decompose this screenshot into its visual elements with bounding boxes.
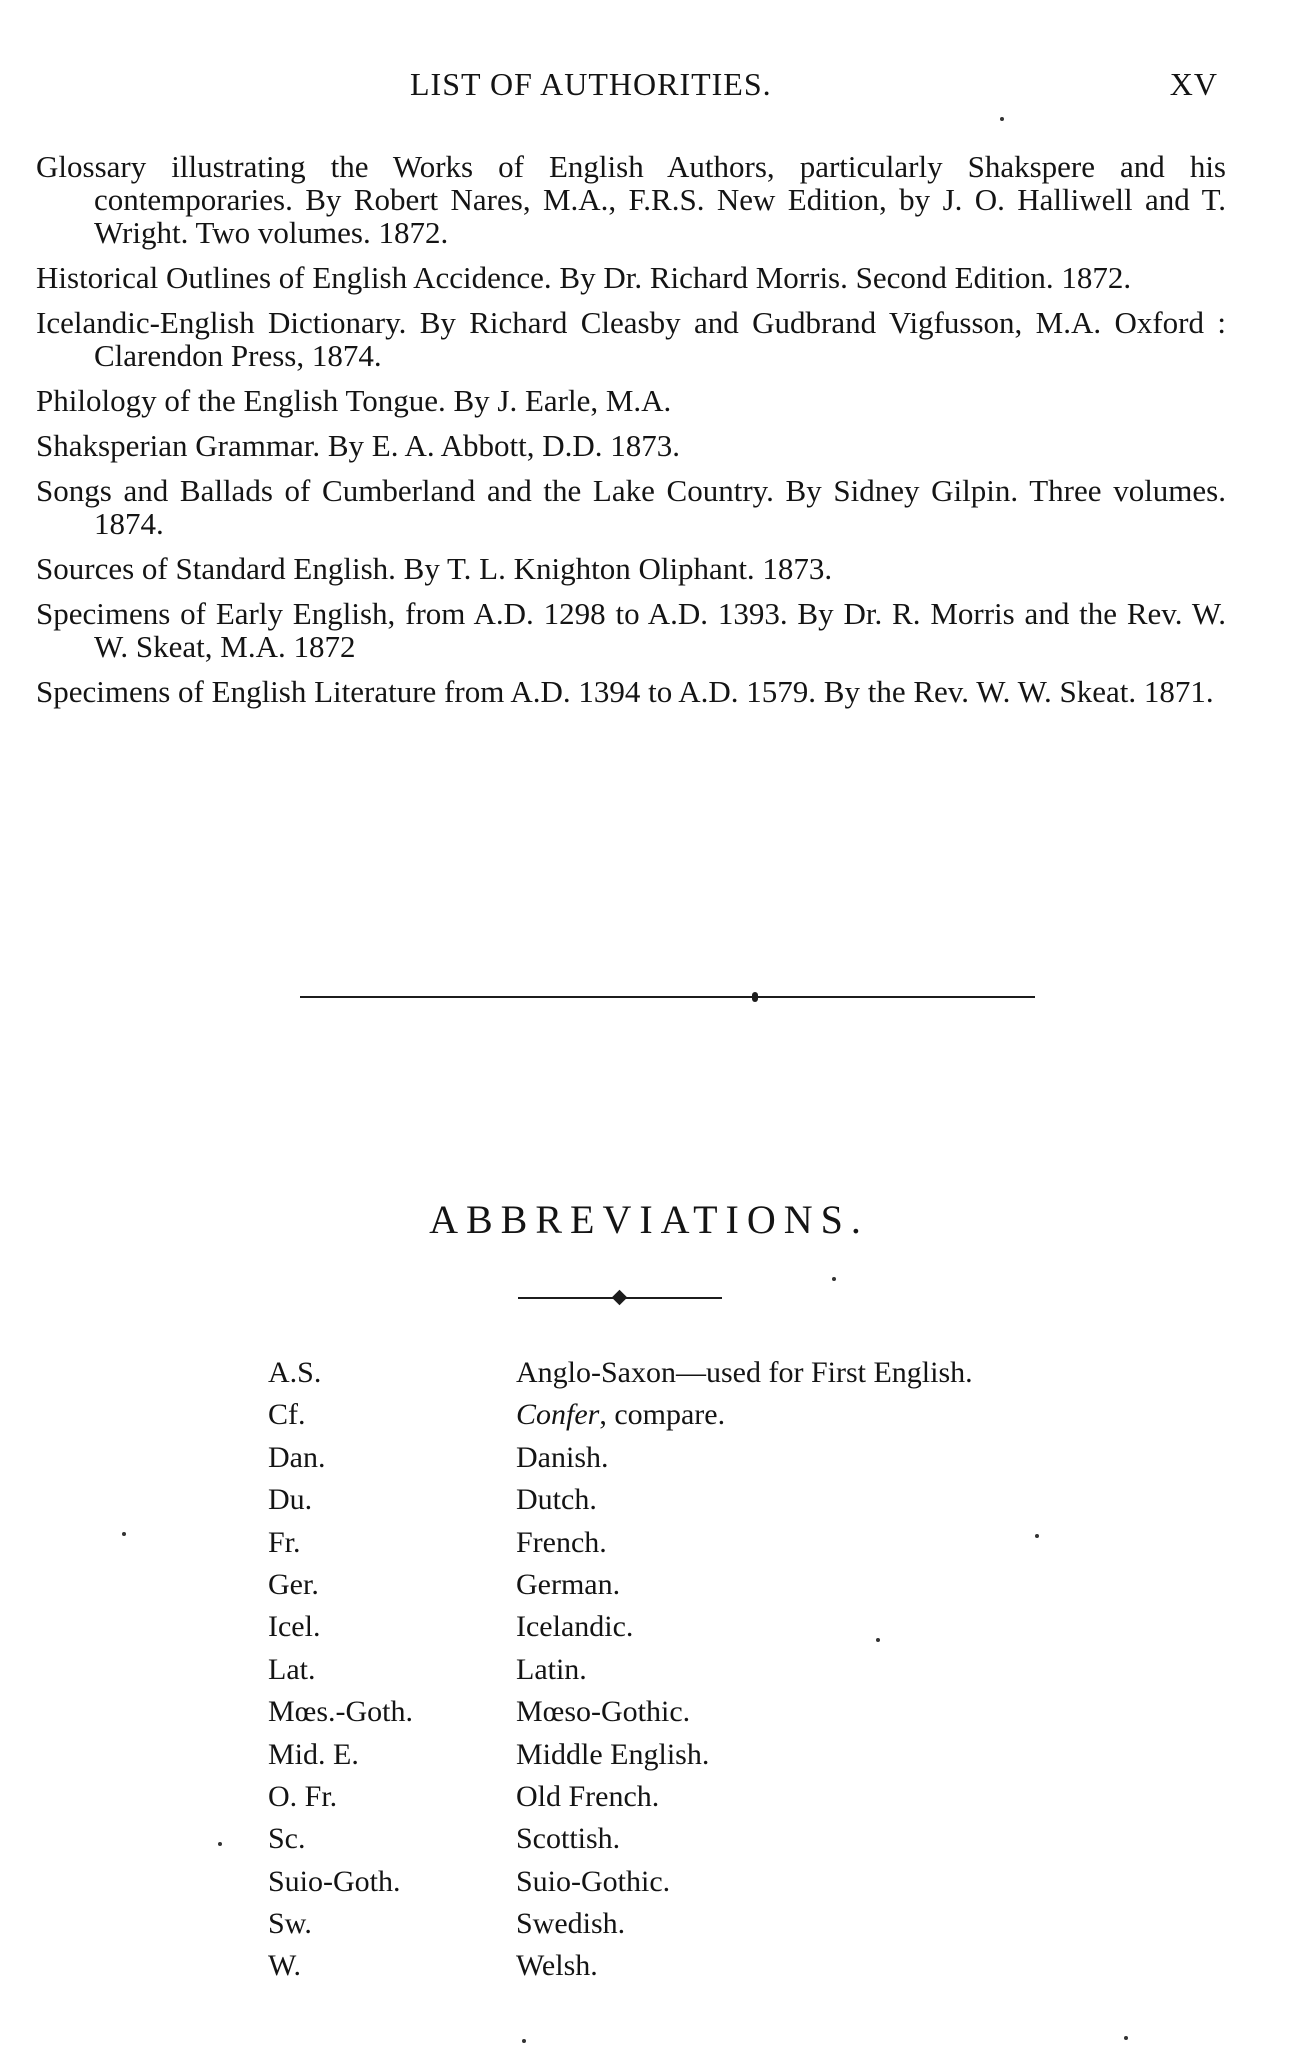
abbreviation-meaning: Suio-Gothic. xyxy=(516,1864,671,1898)
authority-entry: Shaksperian Grammar. By E. A. Abbott, D.D. 1873. xyxy=(36,428,681,463)
abbreviation-term: Mœs.-Goth. xyxy=(268,1695,414,1729)
diamond-ornament-icon xyxy=(612,1290,628,1306)
abbreviation-meaning: Icelandic. xyxy=(516,1610,634,1644)
abbreviation-meaning: Welsh. xyxy=(516,1949,598,1983)
print-speck xyxy=(522,2039,526,2043)
abbreviation-meaning: Dutch. xyxy=(516,1483,597,1517)
abbreviation-row xyxy=(268,1437,1168,1479)
abbreviation-row xyxy=(268,1818,1168,1860)
authority-entry: Songs and Ballads of Cumberland and the Lake Country. By Sidney Gilpin. Three volumes. 1874. xyxy=(36,473,1226,541)
authority-entry: Icelandic-English Dictionary. By Richard Cleasby and Gudbrand Vigfusson, M.A. Oxford : Clarendon Press, 1874. xyxy=(36,305,1226,373)
abbreviation-term: Lat. xyxy=(268,1652,316,1686)
abbreviation-term: Sw. xyxy=(268,1907,312,1941)
abbreviation-meaning: Old French. xyxy=(516,1779,660,1813)
abbreviation-row xyxy=(268,1945,1168,1987)
print-speck xyxy=(1124,2036,1128,2040)
print-speck xyxy=(122,1532,126,1536)
abbreviation-term: Mid. E. xyxy=(268,1737,359,1771)
abbreviation-row xyxy=(268,1649,1168,1691)
abbreviations-title: ABBREVIATIONS. xyxy=(429,1197,869,1242)
abbreviation-row xyxy=(268,1776,1168,1818)
authority-entry: Glossary illustrating the Works of English Authors, particularly Shakspere and his contemporaries. By Robert Nares, M.A., F.R.S. New Edition, by J. O. Halliwell and T. Wright. Two volumes. 1872. xyxy=(36,149,1226,250)
authority-entry: Specimens of Early English, from A.D. 1298 to A.D. 1393. By Dr. R. Morris and the Rev. W. W. Skeat, M.A. 1872 xyxy=(36,596,1226,664)
authority-entry: Philology of the English Tongue. By J. Earle, M.A. xyxy=(36,383,672,418)
print-speck xyxy=(1035,1534,1039,1538)
abbreviation-row xyxy=(268,1522,1168,1564)
abbreviation-meaning-rest: , compare. xyxy=(599,1398,726,1432)
abbreviation-meaning: Middle English. xyxy=(516,1737,710,1771)
abbreviation-meaning: Latin. xyxy=(516,1652,587,1686)
abbreviation-meaning: Danish. xyxy=(516,1440,609,1474)
abbreviation-term: A.S. xyxy=(268,1356,322,1389)
abbreviation-row xyxy=(268,1479,1168,1521)
abbreviation-meaning: Anglo-Saxon—used for First English. xyxy=(516,1356,973,1389)
abbreviation-term: W. xyxy=(268,1949,302,1983)
abbreviation-row xyxy=(268,1564,1168,1606)
authorities-list xyxy=(36,150,1226,720)
abbreviation-row xyxy=(268,1903,1168,1945)
authority-entry: Historical Outlines of English Accidence. By Dr. Richard Morris. Second Edition. 1872. xyxy=(36,260,1132,295)
page-number: XV xyxy=(1169,66,1218,102)
abbreviations-list xyxy=(268,1352,1168,1988)
abbreviation-row xyxy=(268,1606,1168,1648)
abbreviation-row xyxy=(268,1861,1168,1903)
abbreviation-meaning: Swedish. xyxy=(516,1907,626,1941)
abbreviation-term: Dan. xyxy=(268,1440,326,1474)
abbreviation-meaning: Mœso-Gothic. xyxy=(516,1695,691,1729)
print-speck xyxy=(218,1842,222,1846)
section-divider xyxy=(300,996,1035,998)
abbreviation-row xyxy=(268,1352,1168,1394)
abbreviation-term: Sc. xyxy=(268,1822,306,1856)
divider-mark xyxy=(752,992,758,1002)
print-speck xyxy=(876,1638,880,1642)
authority-entry: Sources of Standard English. By T. L. Knighton Oliphant. 1873. xyxy=(36,551,833,586)
abbreviation-meaning: German. xyxy=(516,1567,621,1601)
abbreviation-row xyxy=(268,1734,1168,1776)
print-speck xyxy=(1000,117,1004,121)
abbreviation-meaning-italic: Confer xyxy=(516,1398,600,1432)
abbreviation-term: Ger. xyxy=(268,1567,319,1601)
abbreviation-meaning xyxy=(516,1394,725,1436)
abbreviation-term: O. Fr. xyxy=(268,1779,338,1813)
abbreviation-term: Suio-Goth. xyxy=(268,1864,401,1898)
abbreviation-term: Cf. xyxy=(268,1398,306,1432)
running-head xyxy=(0,66,1298,106)
abbreviation-meaning: French. xyxy=(516,1525,607,1559)
abbreviation-term: Fr. xyxy=(268,1525,301,1559)
abbreviation-row xyxy=(268,1394,1168,1436)
print-speck xyxy=(832,1277,836,1281)
authority-entry: Specimens of English Literature from A.D. 1394 to A.D. 1579. By the Rev. W. W. Skeat. 1871. xyxy=(36,674,1214,709)
abbreviation-term: Du. xyxy=(268,1483,313,1517)
abbreviation-meaning: Scottish. xyxy=(516,1822,621,1856)
abbreviation-row xyxy=(268,1691,1168,1733)
running-title: LIST OF AUTHORITIES. xyxy=(410,66,772,102)
abbreviation-term: Icel. xyxy=(268,1610,321,1644)
